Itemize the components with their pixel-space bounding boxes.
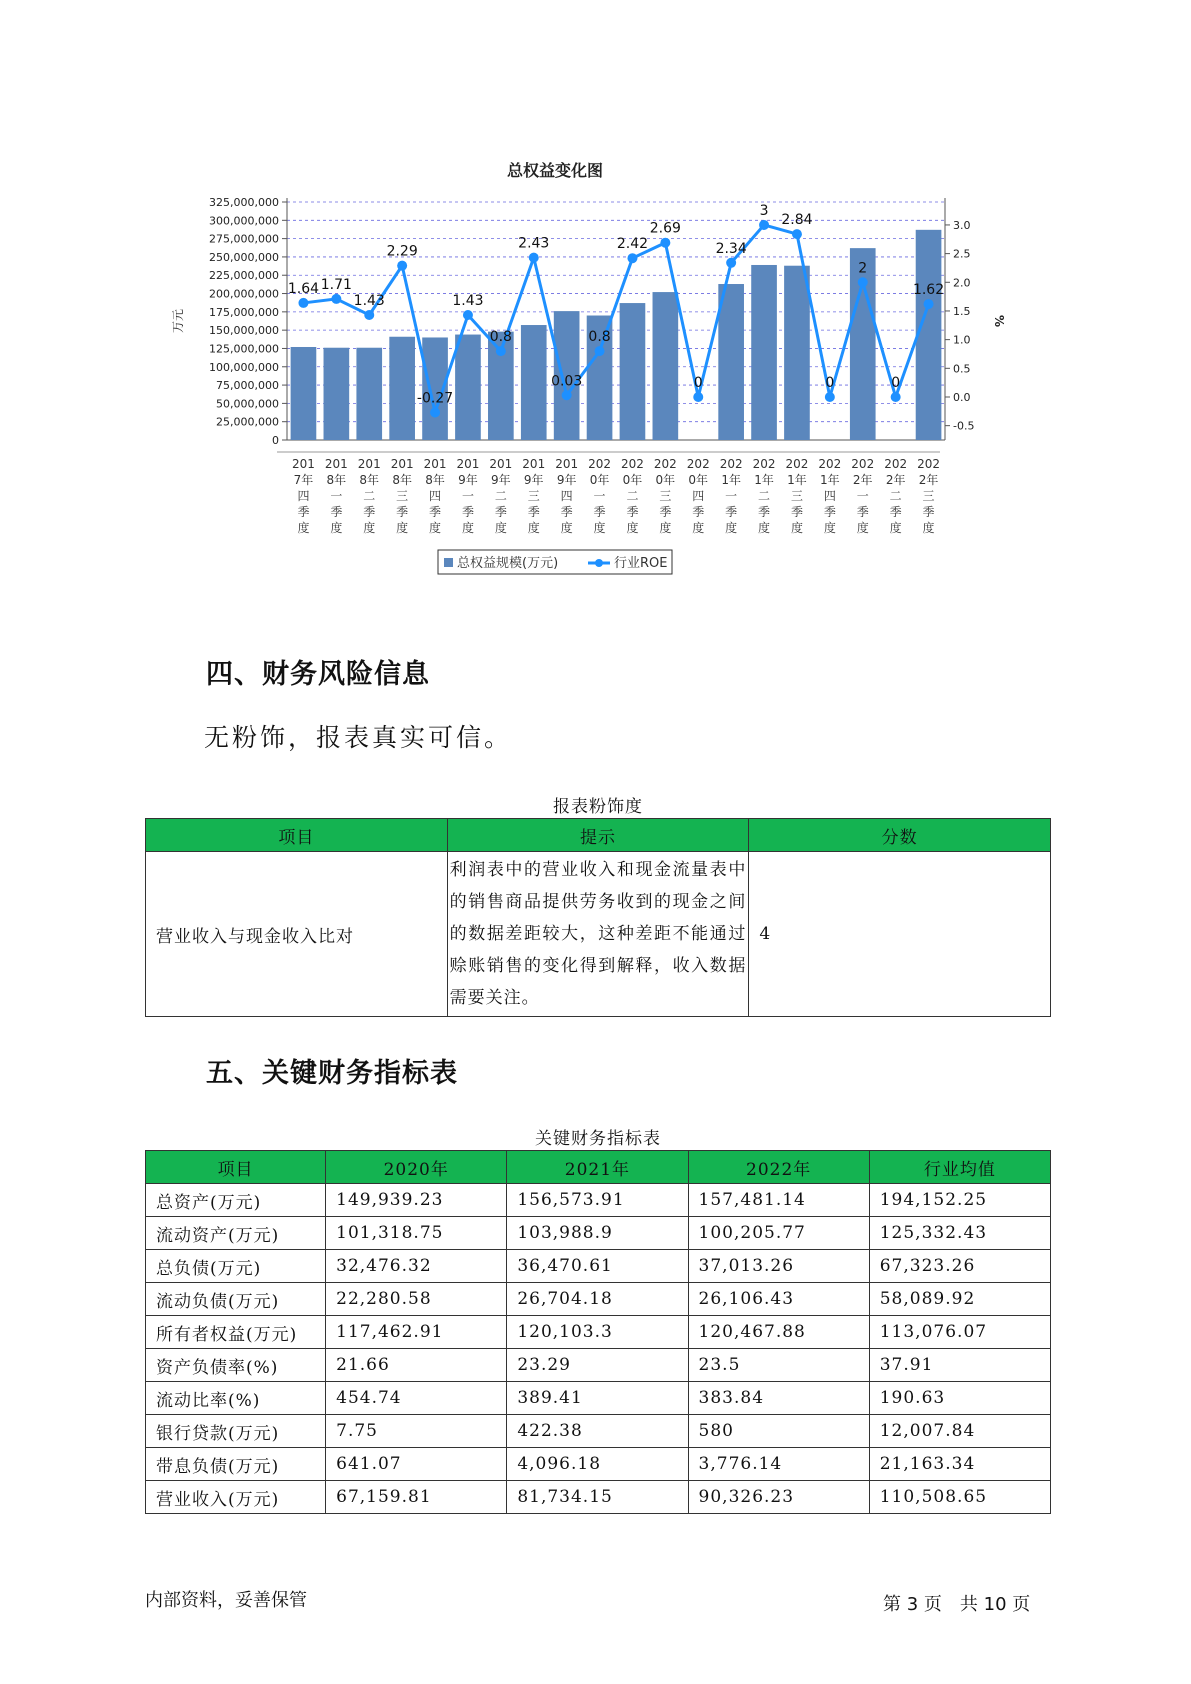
x-tick-label: 202 xyxy=(620,457,644,471)
x-tick-label: 四 xyxy=(297,489,310,503)
x-tick-label: 8年 xyxy=(326,473,347,487)
risk-table xyxy=(145,818,1051,1017)
kpi-item: 带息负债(万元) xyxy=(146,1448,326,1481)
roe-point xyxy=(627,253,637,263)
risk-table-caption: 报表粉饰度 xyxy=(553,797,643,817)
x-tick-label: 季 xyxy=(593,505,606,519)
x-tick-label: 度 xyxy=(527,521,540,535)
x-tick-label: 四 xyxy=(823,489,836,503)
x-tick-label: 201 xyxy=(555,457,579,471)
roe-data-label: 1.43 xyxy=(353,292,385,309)
x-tick-label: 1年 xyxy=(754,473,774,487)
kpi-item: 营业收入(万元) xyxy=(146,1481,326,1514)
x-tick-label: 度 xyxy=(889,521,902,535)
x-tick-label: 9年 xyxy=(556,473,577,487)
kpi-value: 120,467.88 xyxy=(688,1316,869,1349)
kpi-value: 120,103.3 xyxy=(507,1316,688,1349)
kpi-value: 149,939.23 xyxy=(326,1184,507,1217)
footer-page-number: 第 3 页 共 10 页 xyxy=(883,1594,1031,1615)
x-tick-label: 201 xyxy=(423,457,447,471)
x-tick-label: 202 xyxy=(884,457,908,471)
y-tick-label: 275,000,000 xyxy=(209,232,279,246)
roe-point xyxy=(693,392,703,402)
kpi-value: 37,013.26 xyxy=(688,1250,869,1283)
kpi-value: 103,988.9 xyxy=(507,1217,688,1250)
kpi-value: 110,508.65 xyxy=(869,1481,1050,1514)
x-tick-label: 202 xyxy=(653,457,677,471)
footer-confidential: 内部资料，妥善保管 xyxy=(145,1590,307,1611)
x-tick-label: 度 xyxy=(593,521,606,535)
x-tick-label: 度 xyxy=(725,521,738,535)
kpi-value: 37.91 xyxy=(869,1349,1050,1382)
y2-tick-label: 1.0 xyxy=(953,333,971,347)
col-header: 项目 xyxy=(146,1151,326,1184)
x-tick-label: 202 xyxy=(588,457,612,471)
x-tick-label: 202 xyxy=(752,457,776,471)
kpi-value: 23.29 xyxy=(507,1349,688,1382)
y2-tick-label: 2.0 xyxy=(953,276,971,290)
x-tick-label: 四 xyxy=(560,489,573,503)
x-tick-label: 201 xyxy=(390,457,414,471)
table-row xyxy=(146,1316,1051,1349)
bar xyxy=(620,303,646,440)
kpi-value: 21,163.34 xyxy=(869,1448,1050,1481)
x-tick-label: 1年 xyxy=(787,473,807,487)
x-tick-label: 季 xyxy=(823,505,836,519)
roe-data-label: 2 xyxy=(858,260,868,277)
x-tick-label: 一 xyxy=(593,489,606,503)
col-header: 提示 xyxy=(447,819,749,852)
y-tick-label: 50,000,000 xyxy=(216,397,279,411)
legend-bar-label: 总权益规模(万元) xyxy=(457,556,559,571)
y-tick-label: 150,000,000 xyxy=(209,324,279,338)
kpi-value: 67,159.81 xyxy=(326,1481,507,1514)
x-tick-label: 8年 xyxy=(392,473,412,487)
kpi-value: 641.07 xyxy=(326,1448,507,1481)
roe-data-label: 0 xyxy=(825,374,835,391)
kpi-item: 流动资产(万元) xyxy=(146,1217,326,1250)
x-tick-label: 季 xyxy=(363,505,376,519)
table-row xyxy=(146,1448,1051,1481)
bar xyxy=(291,347,317,440)
roe-point xyxy=(529,253,539,263)
x-tick-label: 0年 xyxy=(622,473,643,487)
x-tick-label: 季 xyxy=(527,505,540,519)
bar xyxy=(718,284,744,440)
kpi-value: 90,326.23 xyxy=(688,1481,869,1514)
kpi-item: 总负债(万元) xyxy=(146,1250,326,1283)
legend-line-label: 行业ROE xyxy=(614,556,668,571)
section4-heading: 四、财务风险信息 xyxy=(206,659,430,690)
x-tick-label: 三 xyxy=(790,489,803,503)
roe-point xyxy=(924,299,934,309)
x-tick-label: 度 xyxy=(494,521,507,535)
kpi-item: 所有者权益(万元) xyxy=(146,1316,326,1349)
col-header: 2022年 xyxy=(688,1151,869,1184)
x-tick-label: 一 xyxy=(725,489,738,503)
col-header: 行业均值 xyxy=(869,1151,1050,1184)
kpi-value: 580 xyxy=(688,1415,869,1448)
roe-data-label: 0.8 xyxy=(588,329,611,346)
x-tick-label: 8年 xyxy=(425,473,445,487)
roe-point xyxy=(792,229,802,239)
kpi-value: 101,318.75 xyxy=(326,1217,507,1250)
bar xyxy=(916,230,942,440)
x-tick-label: 0年 xyxy=(589,473,610,487)
kpi-value: 12,007.84 xyxy=(869,1415,1050,1448)
x-tick-label: 一 xyxy=(330,489,343,503)
kpi-value: 7.75 xyxy=(326,1415,507,1448)
kpi-value: 21.66 xyxy=(326,1349,507,1382)
col-header: 项目 xyxy=(146,819,448,852)
kpi-value: 22,280.58 xyxy=(326,1283,507,1316)
kpi-table xyxy=(145,1150,1051,1514)
x-tick-label: 8年 xyxy=(359,473,380,487)
x-tick-label: 9年 xyxy=(491,473,511,487)
x-tick-label: 202 xyxy=(785,457,809,471)
x-tick-label: 度 xyxy=(659,521,672,535)
y-tick-label: 200,000,000 xyxy=(209,287,279,301)
y2-tick-label: 0.0 xyxy=(953,390,971,404)
kpi-value: 422.38 xyxy=(507,1415,688,1448)
kpi-value: 81,734.15 xyxy=(507,1481,688,1514)
roe-point xyxy=(496,346,506,356)
kpi-value: 4,096.18 xyxy=(507,1448,688,1481)
bar xyxy=(389,337,415,440)
roe-point xyxy=(595,346,605,356)
bar xyxy=(784,266,810,440)
x-tick-label: 度 xyxy=(823,521,836,535)
y-tick-label: 75,000,000 xyxy=(216,379,279,393)
x-tick-label: 二 xyxy=(494,489,507,503)
kpi-value: 125,332.43 xyxy=(869,1217,1050,1250)
roe-point xyxy=(726,258,736,268)
roe-point xyxy=(430,407,440,417)
x-tick-label: 2年 xyxy=(852,473,873,487)
kpi-value: 117,462.91 xyxy=(326,1316,507,1349)
risk-tip: 利润表中的营业收入和现金流量表中的销售商品提供劳务收到的现金之间的数据差距较大，这种差距不能通过赊账销售的变化得到解释，收入数据需要关注。 xyxy=(447,852,749,1017)
roe-point xyxy=(825,392,835,402)
x-tick-label: 202 xyxy=(851,457,875,471)
x-tick-label: 季 xyxy=(856,505,869,519)
kpi-value: 23.5 xyxy=(688,1349,869,1382)
roe-data-label: 0.03 xyxy=(551,373,583,390)
x-tick-label: 季 xyxy=(889,505,902,519)
x-tick-label: 201 xyxy=(291,457,315,471)
kpi-value: 157,481.14 xyxy=(688,1184,869,1217)
bar xyxy=(751,265,777,440)
kpi-table-caption: 关键财务指标表 xyxy=(535,1129,661,1149)
x-tick-label: 季 xyxy=(790,505,803,519)
x-tick-label: 度 xyxy=(429,521,442,535)
x-tick-label: 季 xyxy=(692,505,705,519)
legend-bar-swatch xyxy=(444,558,453,567)
x-tick-label: 三 xyxy=(922,489,935,503)
roe-data-label: 2.42 xyxy=(616,236,649,253)
roe-point xyxy=(858,277,868,287)
table-row xyxy=(146,1481,1051,1514)
kpi-value: 389.41 xyxy=(507,1382,688,1415)
x-tick-label: 度 xyxy=(297,521,310,535)
x-tick-label: 度 xyxy=(856,521,869,535)
kpi-value: 26,704.18 xyxy=(507,1283,688,1316)
x-tick-label: 0年 xyxy=(655,473,676,487)
y2-tick-label: 2.5 xyxy=(953,247,971,261)
kpi-value: 156,573.91 xyxy=(507,1184,688,1217)
y-tick-label: 300,000,000 xyxy=(209,214,279,228)
kpi-value: 113,076.07 xyxy=(869,1316,1050,1349)
table-row xyxy=(146,852,1051,1017)
x-tick-label: 度 xyxy=(560,521,573,535)
roe-point xyxy=(331,294,341,304)
roe-data-label: -0.27 xyxy=(416,390,454,407)
y2-axis-label: % xyxy=(992,314,1006,328)
table-row xyxy=(146,1283,1051,1316)
kpi-table-header xyxy=(146,1151,1051,1184)
x-tick-label: 201 xyxy=(522,457,546,471)
roe-data-label: 1.64 xyxy=(287,280,320,297)
x-tick-label: 季 xyxy=(461,505,474,519)
x-tick-label: 9年 xyxy=(458,473,478,487)
equity-chart xyxy=(170,160,1006,620)
x-tick-label: 度 xyxy=(758,521,771,535)
kpi-value: 454.74 xyxy=(326,1382,507,1415)
roe-point xyxy=(298,298,308,308)
kpi-value: 58,089.92 xyxy=(869,1283,1050,1316)
roe-point xyxy=(463,310,473,320)
x-tick-label: 季 xyxy=(560,505,573,519)
x-tick-label: 二 xyxy=(889,489,902,503)
table-row xyxy=(146,1250,1051,1283)
col-header: 分数 xyxy=(749,819,1051,852)
legend-line-marker xyxy=(595,559,603,567)
kpi-value: 190.63 xyxy=(869,1382,1050,1415)
x-tick-label: 季 xyxy=(429,505,442,519)
x-tick-label: 季 xyxy=(725,505,738,519)
x-tick-label: 202 xyxy=(719,457,743,471)
kpi-item: 总资产(万元) xyxy=(146,1184,326,1217)
roe-data-label: 0 xyxy=(891,374,901,391)
x-tick-label: 季 xyxy=(330,505,343,519)
kpi-item: 银行贷款(万元) xyxy=(146,1415,326,1448)
kpi-value: 100,205.77 xyxy=(688,1217,869,1250)
table-row xyxy=(146,1349,1051,1382)
risk-score: 4 xyxy=(749,852,1051,1017)
x-tick-label: 202 xyxy=(818,457,842,471)
x-tick-label: 四 xyxy=(692,489,705,503)
kpi-item: 流动比率(%) xyxy=(146,1382,326,1415)
x-tick-label: 度 xyxy=(330,521,343,535)
x-tick-label: 季 xyxy=(297,505,310,519)
x-tick-label: 1年 xyxy=(721,473,741,487)
roe-data-label: 1.43 xyxy=(452,292,484,309)
roe-data-label: 1.71 xyxy=(320,276,352,293)
x-tick-label: 度 xyxy=(922,521,935,535)
x-tick-label: 201 xyxy=(489,457,513,471)
y-tick-label: 250,000,000 xyxy=(209,250,279,264)
roe-point xyxy=(660,238,670,248)
x-tick-label: 度 xyxy=(461,521,474,535)
bar xyxy=(521,325,547,440)
x-tick-label: 二 xyxy=(758,489,771,503)
y-tick-label: 225,000,000 xyxy=(209,269,279,283)
x-tick-label: 三 xyxy=(527,489,540,503)
x-tick-label: 201 xyxy=(324,457,348,471)
roe-point xyxy=(364,310,374,320)
roe-point xyxy=(562,390,572,400)
x-tick-label: 二 xyxy=(626,489,639,503)
table-row xyxy=(146,1184,1051,1217)
table-row xyxy=(146,1217,1051,1250)
x-tick-label: 9年 xyxy=(523,473,544,487)
x-tick-label: 一 xyxy=(461,489,474,503)
section5-heading: 五、关键财务指标表 xyxy=(206,1058,458,1089)
x-tick-label: 季 xyxy=(626,505,639,519)
roe-data-label: 2.34 xyxy=(715,240,747,257)
roe-point xyxy=(397,261,407,271)
kpi-value: 383.84 xyxy=(688,1382,869,1415)
x-tick-label: 度 xyxy=(396,521,409,535)
x-tick-label: 2年 xyxy=(885,473,906,487)
roe-data-label: 2.69 xyxy=(649,220,681,237)
x-tick-label: 度 xyxy=(626,521,639,535)
y2-tick-label: -0.5 xyxy=(953,419,975,433)
y-tick-label: 175,000,000 xyxy=(209,305,279,319)
table-row xyxy=(146,1415,1051,1448)
y2-tick-label: 0.5 xyxy=(953,362,971,376)
x-tick-label: 季 xyxy=(659,505,672,519)
x-tick-label: 201 xyxy=(357,457,381,471)
x-tick-label: 度 xyxy=(692,521,705,535)
y-tick-label: 0 xyxy=(272,434,279,447)
x-tick-label: 0年 xyxy=(688,473,709,487)
y-axis-label: 万元 xyxy=(171,308,185,334)
x-tick-label: 四 xyxy=(429,489,442,503)
kpi-value: 67,323.26 xyxy=(869,1250,1050,1283)
y-tick-label: 25,000,000 xyxy=(216,415,279,429)
bar xyxy=(653,292,679,440)
table-row xyxy=(146,1382,1051,1415)
x-tick-label: 季 xyxy=(494,505,507,519)
kpi-item: 资产负债率(%) xyxy=(146,1349,326,1382)
x-tick-label: 度 xyxy=(790,521,803,535)
x-tick-label: 季 xyxy=(758,505,771,519)
roe-data-label: 1.62 xyxy=(912,282,945,299)
x-tick-label: 二 xyxy=(363,489,376,503)
y-tick-label: 100,000,000 xyxy=(209,360,279,374)
x-tick-label: 202 xyxy=(917,457,941,471)
kpi-value: 194,152.25 xyxy=(869,1184,1050,1217)
bar xyxy=(324,348,350,440)
x-tick-label: 1年 xyxy=(820,473,840,487)
roe-data-label: 2.29 xyxy=(386,243,418,260)
col-header: 2021年 xyxy=(507,1151,688,1184)
roe-data-label: 0.8 xyxy=(489,329,512,346)
x-tick-label: 季 xyxy=(922,505,935,519)
y2-tick-label: 1.5 xyxy=(953,304,971,318)
x-tick-label: 三 xyxy=(659,489,672,503)
roe-data-label: 2.84 xyxy=(781,212,813,229)
kpi-value: 36,470.61 xyxy=(507,1250,688,1283)
x-tick-label: 2年 xyxy=(918,473,939,487)
kpi-value: 26,106.43 xyxy=(688,1283,869,1316)
risk-item: 营业收入与现金收入比对 xyxy=(146,852,448,1017)
y-tick-label: 325,000,000 xyxy=(209,196,279,209)
bar xyxy=(455,335,481,440)
x-tick-label: 三 xyxy=(396,489,409,503)
x-tick-label: 一 xyxy=(856,489,869,503)
kpi-value: 3,776.14 xyxy=(688,1448,869,1481)
section4-text: 无粉饰，报表真实可信。 xyxy=(204,723,513,752)
kpi-item: 流动负债(万元) xyxy=(146,1283,326,1316)
roe-point xyxy=(891,392,901,402)
x-tick-label: 201 xyxy=(456,457,480,471)
x-tick-label: 202 xyxy=(686,457,710,471)
y-tick-label: 125,000,000 xyxy=(209,342,279,356)
roe-data-label: 0 xyxy=(693,374,703,391)
chart-title: 总权益变化图 xyxy=(506,161,604,180)
roe-data-label: 3 xyxy=(759,202,769,219)
bar xyxy=(356,348,382,440)
x-tick-label: 度 xyxy=(363,521,376,535)
x-tick-label: 7年 xyxy=(293,473,314,487)
roe-point xyxy=(759,220,769,230)
roe-data-label: 2.43 xyxy=(518,235,550,252)
x-tick-label: 季 xyxy=(396,505,409,519)
y2-tick-label: 3.0 xyxy=(953,218,971,232)
risk-table-header xyxy=(146,819,1051,852)
col-header: 2020年 xyxy=(326,1151,507,1184)
kpi-value: 32,476.32 xyxy=(326,1250,507,1283)
